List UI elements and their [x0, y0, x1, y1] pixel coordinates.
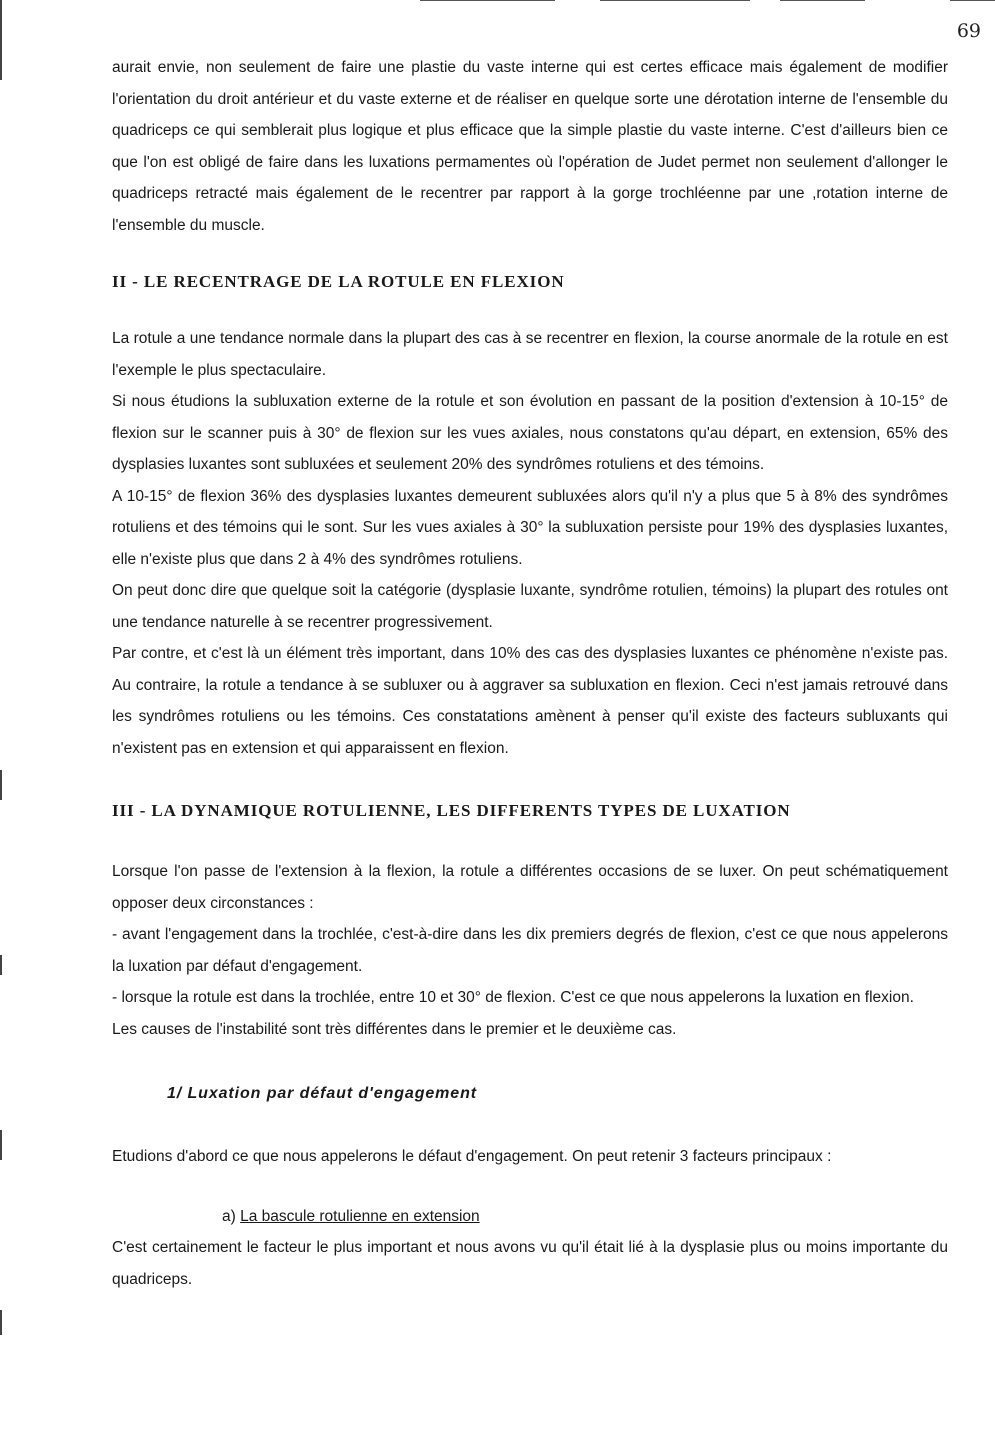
scan-top-rule [950, 0, 995, 1]
intro-section [112, 52, 948, 241]
subsection-1-title: 1/ Luxation par défaut d'engagement [167, 1085, 478, 1102]
scan-top-rule [780, 0, 865, 1]
section-3-title: III - LA DYNAMIQUE ROTULIENNE, LES DIFFERENTS TYPES DE LUXATION [112, 801, 791, 820]
section-2-title: II - LE RECENTRAGE DE LA ROTULE EN FLEXION [112, 272, 565, 291]
item-a-body [112, 1232, 948, 1295]
item-a-heading [222, 1201, 948, 1233]
section-3-paragraph: Lorsque l'on passe de l'extension à la flexion, la rotule a différentes occasions de se luxer. On peut schématiquement opposer deux circonstances : [112, 863, 948, 912]
page-number: 69 [956, 20, 981, 42]
section-2-paragraph: On peut donc dire que quelque soit la catégorie (dysplasie luxante, syndrôme rotulien, témoins) la plupart des rotules ont une tendance naturelle à se recentrer progressivement. [112, 582, 948, 631]
section-3-body [112, 856, 948, 1045]
scan-left-edge [0, 1310, 2, 1335]
item-a-label: La bascule rotulienne en extension [240, 1207, 480, 1225]
section-3-paragraph: - lorsque la rotule est dans la trochlée, entre 10 et 30° de flexion. C'est ce que nous appelerons la luxation en flexion. [112, 989, 914, 1006]
scan-left-edge [0, 770, 2, 800]
scan-left-edge [0, 0, 2, 80]
section-3-paragraph: - avant l'engagement dans la trochlée, c'est-à-dire dans les dix premiers degrés de flexion, c'est ce que nous appelerons la luxation par défaut d'engagement. [112, 926, 948, 975]
section-2-paragraph: Par contre, et c'est là un élément très important, dans 10% des cas des dysplasies luxantes ce phénomène n'existe pas. Au contraire, la rotule a tendance à se subluxer ou à aggraver sa subluxation en flexion. Ceci n'est jamais retrouvé dans les syndrômes rotuliens ou les témoins. Ces constatations amènent à penser qu'il existe des facteurs subluxants qui n'existent pas en extension et qui apparaissent en flexion. [112, 645, 948, 757]
section-2-paragraph: A 10-15° de flexion 36% des dysplasies luxantes demeurent subluxées alors qu'il n'y a plus que 5 à 8% des syndrômes rotuliens et des témoins qui le sont. Sur les vues axiales à 30° la subluxation persiste pour 19% des dysplasies luxantes, elle n'existe plus que dans 2 à 4% des syndrômes rotuliens. [112, 487, 948, 568]
section-2-body [112, 323, 948, 764]
scan-top-rule [600, 0, 750, 1]
scan-top-rule [420, 0, 555, 1]
subsection-1-paragraph: Etudions d'abord ce que nous appelerons le défaut d'engagement. On peut retenir 3 facteurs principaux : [112, 1148, 832, 1165]
section-2-paragraph: La rotule a une tendance normale dans la plupart des cas à se recentrer en flexion, la course anormale de la rotule en est l'exemple le plus spectaculaire. [112, 330, 948, 379]
intro-paragraph: aurait envie, non seulement de faire une plastie du vaste interne qui est certes efficace mais également de modifier l'orientation du droit antérieur et du vaste externe et de réaliser en quelque sorte une dérotation interne de l'ensemble du quadriceps ce qui semblerait plus logique et plus efficace que la simple plastie du vaste interne. C'est d'ailleurs bien ce que l'on est obligé de faire dans les luxations permamentes où l'opération de Judet permet non seulement d'allonger le quadriceps retracté mais également de le recentrer par rapport à la gorge trochléenne par une ,rotation interne de l'ensemble du muscle. [112, 59, 948, 234]
page-content [112, 52, 948, 1295]
scan-left-edge [0, 955, 2, 975]
item-a-paragraph: C'est certainement le facteur le plus important et nous avons vu qu'il était lié à la dysplasie plus ou moins importante du quadriceps. [112, 1239, 948, 1288]
section-3-paragraph: Les causes de l'instabilité sont très différentes dans le premier et le deuxième cas. [112, 1020, 677, 1038]
item-a-prefix: a) [222, 1207, 236, 1225]
section-2-paragraph: Si nous étudions la subluxation externe de la rotule et son évolution en passant de la position d'extension à 10-15° de flexion sur le scanner puis à 30° de flexion sur les vues axiales, nous constatons qu'au départ, en extension, 65% des dysplasies luxantes sont subluxées et seulement 20% des syndrômes rotuliens et des témoins. [112, 393, 948, 473]
scan-left-edge [0, 1130, 2, 1160]
subsection-1-body [112, 1141, 948, 1173]
